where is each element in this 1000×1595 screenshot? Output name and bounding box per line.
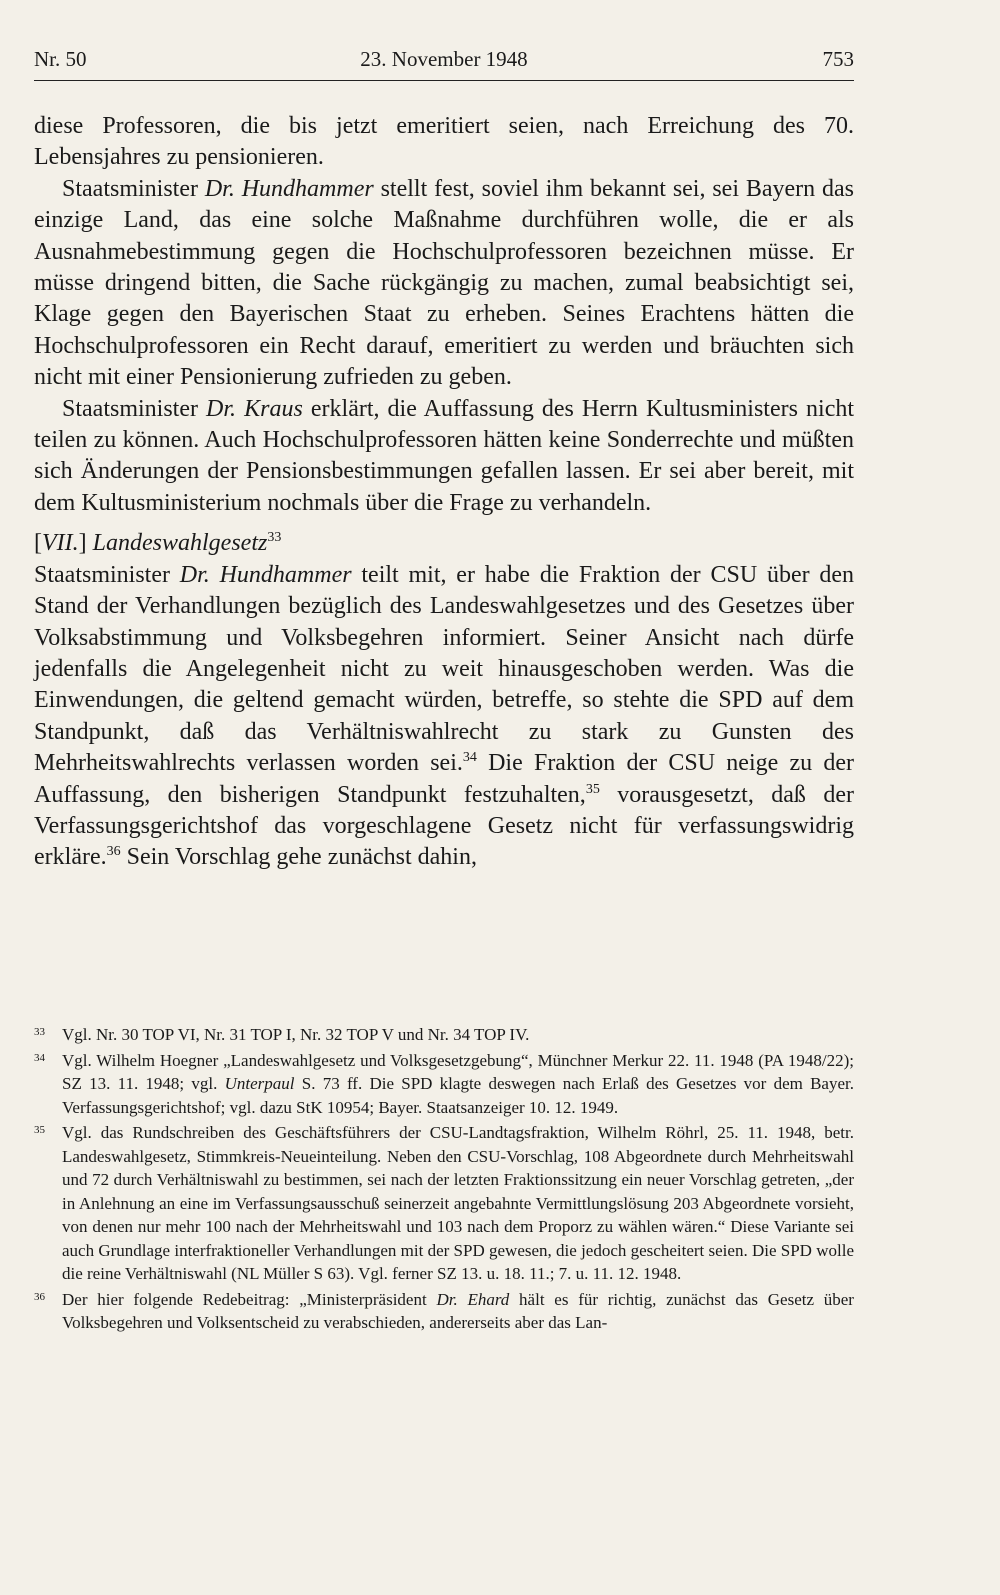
header-date: 23. November 1948 xyxy=(360,47,528,71)
footnote-ref: 33 xyxy=(267,530,282,546)
section-heading xyxy=(34,528,854,559)
paragraph-4-text-a: teilt mit, er habe die Fraktion der CSU über den Stand der Verhandlungen bezüglich des Landeswahlgesetzes und des Gesetzes über Volksabstimmung und Volksbegehren informiert. Seiner Ansicht nach dürfe jedenfalls die Angelegenheit nicht zu weit hinausgeschoben werden. Was die Einwendungen, die geltend gemacht würden, betreffe, so stehte die SPD auf dem Standpunkt, daß das Verhältniswahlrecht zu stark zu Gunsten des Mehrheitswahlrechts verlassen worden sei. xyxy=(34,561,855,777)
paragraph-4 xyxy=(34,560,854,874)
speaker-title: Staatsminister xyxy=(62,175,198,202)
footnote-number: 33 xyxy=(34,1026,45,1038)
speaker-title: Staatsminister xyxy=(62,395,198,422)
heading-roman-numeral: VII. xyxy=(42,530,79,557)
footnote-text-b: hält es für richtig, zunächst das Gesetz über Volksbegehren und Volksentscheid zu verabschieden, andererseits aber das Lan- xyxy=(62,1289,854,1332)
main-text xyxy=(34,111,854,874)
footnote-italic: Unterpaul xyxy=(224,1074,295,1093)
footnote-text-a: Vgl. Wilhelm Hoegner „Landeswahlgesetz und Volksgesetzgebung“, Münchner Merkur 22. 11. 1948 (PA 1948/22); SZ 13. 11. 1948; vgl. xyxy=(62,1050,854,1093)
speaker-dr: Dr. xyxy=(206,395,237,422)
footnote-text: Vgl. das Rundschreiben des Geschäftsführers der CSU-Landtagsfraktion, Wilhelm Röhrl, 25. 11. 1948, betr. Landeswahlgesetz, Stimmkreis-Neueinteilung. Neben den CSU-Vorschlag, 108 Abgeordnete durch Mehrheitswahl und 72 durch Verhältniswahl zu bestimmen, sei nach der letzten Fraktionssitzung ein neuer Vorschlag getreten, „der in Anlehnung an eine im Verfassungsausschuß seinerzeit angebahnte Vermittlungslösung 203 Abgeordnete vorsieht, von denen nur mehr 100 nach der Mehrheitswahl und 103 nach dem Proporz zu wählen wären.“ Diese Variante sei auch Grundlage interfraktioneller Verhandlungen mit der SPD gewesen, die jedoch gescheitert seien. Die SPD wolle die reine Verhältniswahl (NL Müller S 63). Vgl. ferner SZ 13. u. 18. 11.; 7. u. 11. 12. 1948. xyxy=(62,1123,854,1283)
paragraph-2-text: stellt fest, soviel ihm bekannt sei, sei Bayern das einzige Land, das eine solche Maßnahme durchführen wolle, die er als Ausnahmebestimmung gegen die Hochschulprofessoren bezeichnen müsse. Er müsse dringend bitten, die Sache rückgängig zu machen, zumal beabsichtigt sei, Klage gegen den Bayerischen Staat zu erheben. Seines Erachtens hätten die Hochschulprofessoren ein Recht darauf, emeritiert zu werden und bräuchten sich nicht mit einer Pensionierung zufrieden zu geben. xyxy=(34,175,855,391)
footnote-text-b: S. 73 ff. Die SPD klagte deswegen nach Erlaß des Gesetzes vor dem Bayer. Verfassungsgerichtshof; vgl. dazu StK 10954; Bayer. Staatsanzeiger 10. 12. 1949. xyxy=(62,1074,854,1117)
footnote-ref: 36 xyxy=(106,844,121,860)
page-number: 753 xyxy=(822,47,854,71)
paragraph-4-text-d: Sein Vorschlag gehe zunächst dahin, xyxy=(120,844,477,871)
heading-open-bracket: [ xyxy=(34,530,42,557)
footnote-ref: 34 xyxy=(462,750,477,766)
footnote-number: 34 xyxy=(34,1051,45,1064)
issue-number: Nr. 50 xyxy=(34,47,87,71)
speaker-title: Staatsminister xyxy=(34,561,170,588)
paragraph-4-text-c: vorausgesetzt, daß der Verfassungsgerichtshof das vorgeschlagene Gesetz nicht für verfassungswidrig erkläre. xyxy=(34,781,854,871)
footnotes xyxy=(34,1023,854,1337)
heading-title: Landeswahlgesetz xyxy=(92,530,268,557)
footnote-36 xyxy=(34,1288,854,1335)
footnote-text: Vgl. Nr. 30 TOP VI, Nr. 31 TOP I, Nr. 32 TOP V und Nr. 34 TOP IV. xyxy=(62,1025,530,1044)
speaker-dr: Dr. xyxy=(204,175,235,202)
footnote-text-a: Der hier folgende Redebeitrag: „Ministerpräsident xyxy=(62,1289,437,1309)
footnote-33 xyxy=(34,1023,854,1047)
header-rule xyxy=(34,80,854,81)
footnote-ref: 35 xyxy=(585,781,600,797)
footnote-35 xyxy=(34,1121,854,1286)
footnote-number: 35 xyxy=(34,1124,45,1136)
paragraph-1 xyxy=(34,111,854,174)
footnote-text xyxy=(62,1288,854,1335)
paragraph-1-text: diese Professoren, die bis jetzt emeritiert seien, nach Erreichung des 70. Lebensjahres zu pensionieren. xyxy=(34,113,854,171)
speaker-dr: Dr. xyxy=(179,561,210,588)
footnote-italic: Dr. Ehard xyxy=(436,1289,510,1309)
paragraph-2 xyxy=(34,174,854,394)
footnote-34 xyxy=(34,1049,854,1120)
paragraph-3 xyxy=(34,394,854,520)
paragraph-3-text: erklärt, die Auffassung des Herrn Kultusministers nicht teilen zu können. Auch Hochschulprofessoren hätten keine Sonderrechte und müßten sich Änderungen der Pensionsbestimmungen gefallen lassen. Er sei aber bereit, mit dem Kultusministerium nochmals über die Frage zu verhandeln. xyxy=(34,395,855,516)
speaker-name: Kraus xyxy=(244,395,303,422)
document-page xyxy=(34,0,854,1595)
paragraph-4-text-b: Die Fraktion der CSU neige zu der Auffassung, den bisherigen Standpunkt festzuhalten, xyxy=(34,750,854,808)
speaker-name: Hundhammer xyxy=(241,175,374,202)
heading-close-bracket: ] xyxy=(78,530,87,557)
footnote-text xyxy=(62,1049,854,1120)
speaker-name: Hundhammer xyxy=(219,561,352,588)
page-header xyxy=(34,47,854,77)
footnote-number: 36 xyxy=(34,1290,45,1303)
